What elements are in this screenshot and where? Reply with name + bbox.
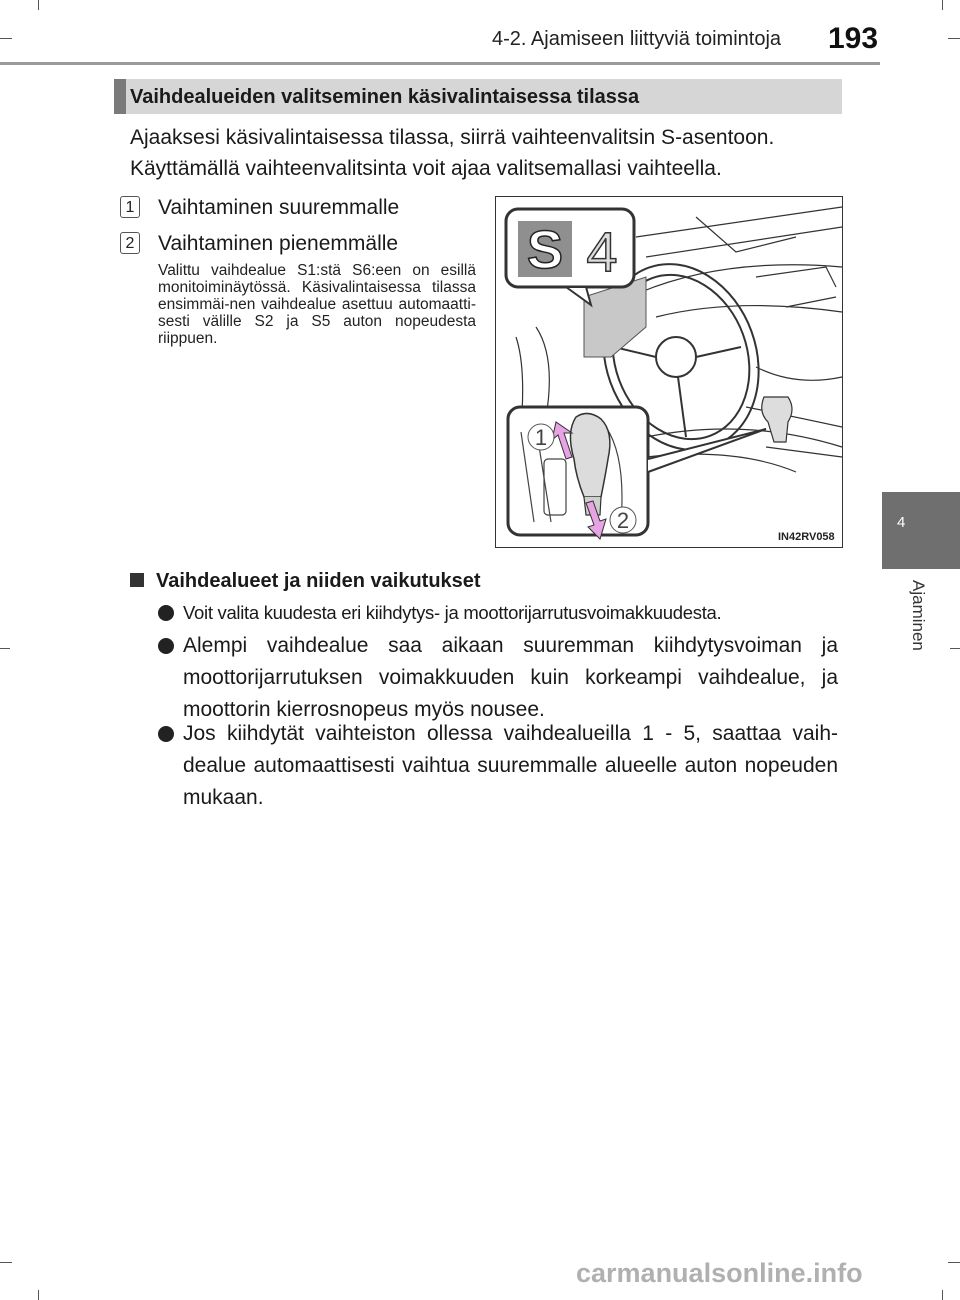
crop-mark [0,648,10,649]
bullet-dot-icon [158,605,174,621]
chapter-label: Ajaminen [909,580,928,651]
figure-callout-2: 2 [616,508,630,533]
note-paragraph: Valittu vaihdealue S1:stä S6:een on esillä monitoiminäytössä. Käsivalintaisessa tilassa ensimmäi-nen vaihdealue asettuu automaatti-sesti välille S2 ja S5 auton nopeudesta riippuen. [158,262,476,347]
bullet-text: Alempi vaihdealue saa aikaan suuremman kiihdytysvoiman ja moottorijarrutuksen voimakkuuden kuin korkeampi vaihdealue, ja moottorin kierrosnopeus myös nousee. [183,634,838,721]
crop-mark [38,0,39,10]
chapter-number: 4 [897,514,906,531]
crop-mark [0,1262,12,1263]
bullet-item [158,630,838,726]
item-label-1: Vaihtaminen suuremmalle [158,196,400,219]
bullet-item [158,597,838,629]
item-number-2: 2 [120,232,140,254]
crop-mark [948,1262,960,1263]
illustration-drawing [496,197,844,549]
chapter-tab [882,492,960,566]
display-gear-digit: 4 [586,220,618,283]
item-label-2: Vaihtaminen pienemmälle [158,232,399,255]
display-gear-letter: S [526,220,564,280]
chapter-tab-rule [882,566,960,569]
section-title: Vaihdealueiden valitseminen käsivalintaisessa tilassa [130,86,640,108]
shift-lever-illustration [495,196,843,548]
item-number-1: 1 [120,196,140,218]
bullet-dot-icon [158,638,174,654]
header-rule [0,62,880,65]
page-number: 193 [828,22,879,55]
crop-mark [38,1290,39,1300]
crop-mark [942,0,943,10]
watermark: carmanualsonline.info [576,1258,863,1288]
figure-callout-1: 1 [534,425,548,450]
square-bullet-icon [130,573,144,587]
bullet-text: Jos kiihdytät vaihteiston ollessa vaihdealueilla 1 - 5, saattaa vaih-dealue automaattisesti vaihtua suuremmalle alueelle auton nopeuden mukaan. [183,722,838,809]
intro-line-1: Ajaaksesi käsivalintaisessa tilassa, siirrä vaihteenvalitsin S-asentoon. [130,126,775,149]
intro-line-2: Käyttämällä vaihteenvalitsinta voit ajaa valitsemallasi vaihteella. [130,157,722,180]
crop-mark [950,648,960,649]
crop-mark [942,1290,943,1300]
subsection-title: Vaihdealueet ja niiden vaikutukset [156,570,481,592]
bullet-text: Voit valita kuudesta eri kiihdytys- ja moottorijarrutusvoimakkuudesta. [183,602,722,623]
crop-mark [948,38,960,39]
bullet-item [158,718,838,814]
header-section-title: 4-2. Ajamiseen liittyviä toimintoja [492,28,782,50]
crop-mark [0,38,12,39]
bullet-dot-icon [158,726,174,742]
subsection-heading [130,570,481,593]
figure-code: IN42RV058 [778,531,835,543]
